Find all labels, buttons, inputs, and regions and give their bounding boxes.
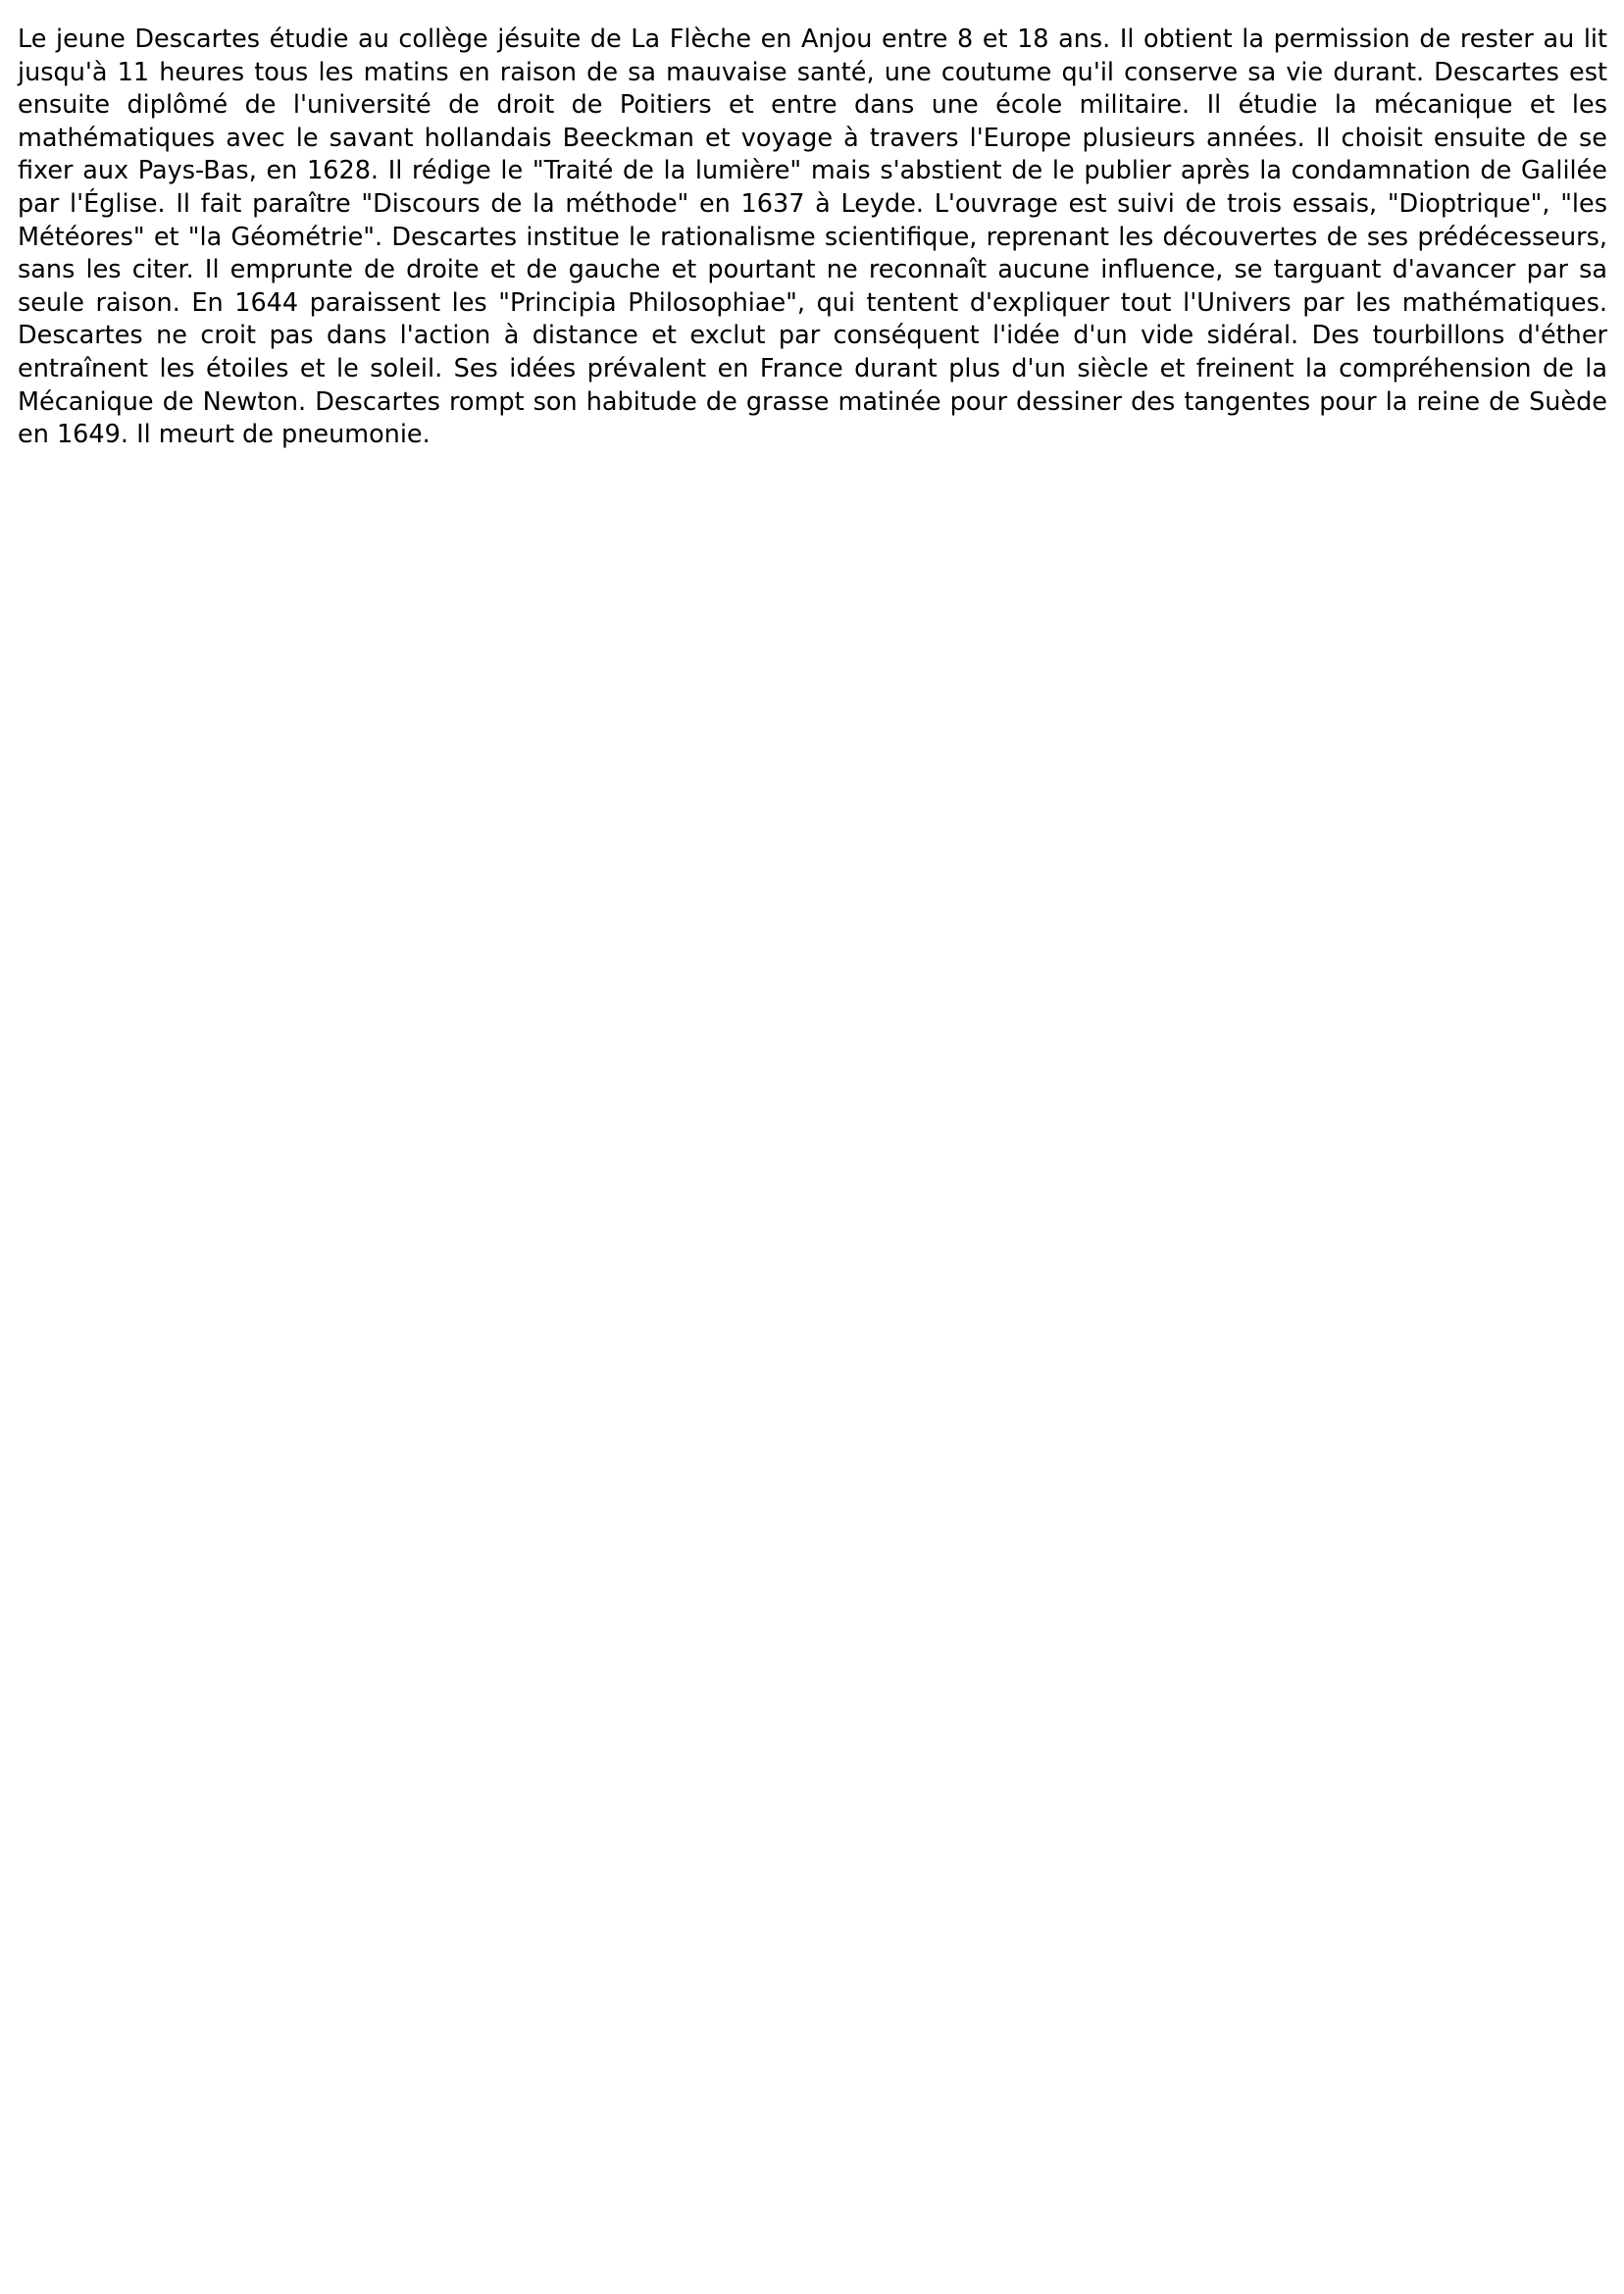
body-paragraph: Le jeune Descartes étudie au collège jésuite de La Flèche en Anjou entre 8 et 18 ans. Il obtient la permission de rester au lit jusqu'à 11 heures tous les matins en raison de sa mauvaise santé, une coutume qu'il conserve sa vie durant. Descartes est ensuite diplômé de l'université de droit de Poitiers et entre dans une école militaire. Il étudie la mécanique et les mathématiques avec le savant hollandais Beeckman et voyage à travers l'Europe plusieurs années. Il choisit ensuite de se fixer aux Pays-Bas, en 1628. Il rédige le "Traité de la lumière" mais s'abstient de le publier après la condamnation de Galilée par l'Église. Il fait paraître "Discours de la méthode" en 1637 à Leyde. L'ouvrage est suivi de trois essais, "Dioptrique", "les Météores" et "la Géométrie". Descartes institue le rationalisme scientifique, reprenant les découvertes de ses prédécesseurs, sans les citer. Il emprunte de droite et de gauche et pourtant ne reconnaît aucune influence, se targuant d'avancer par sa seule raison. En 1644 paraissent les "Principia Philosophiae", qui tentent d'expliquer tout l'Univers par les mathématiques. Descartes ne croit pas dans l'action à distance et exclut par conséquent l'idée d'un vide sidéral. Des tourbillons d'éther entraînent les étoiles et le soleil. Ses idées prévalent en France durant plus d'un siècle et freinent la compréhension de la Mécanique de Newton. Descartes rompt son habitude de grasse matinée pour dessiner des tangentes pour la reine de Suède en 1649. Il meurt de pneumonie. (18, 25, 1607, 450)
document-page (18, 24, 1607, 452)
